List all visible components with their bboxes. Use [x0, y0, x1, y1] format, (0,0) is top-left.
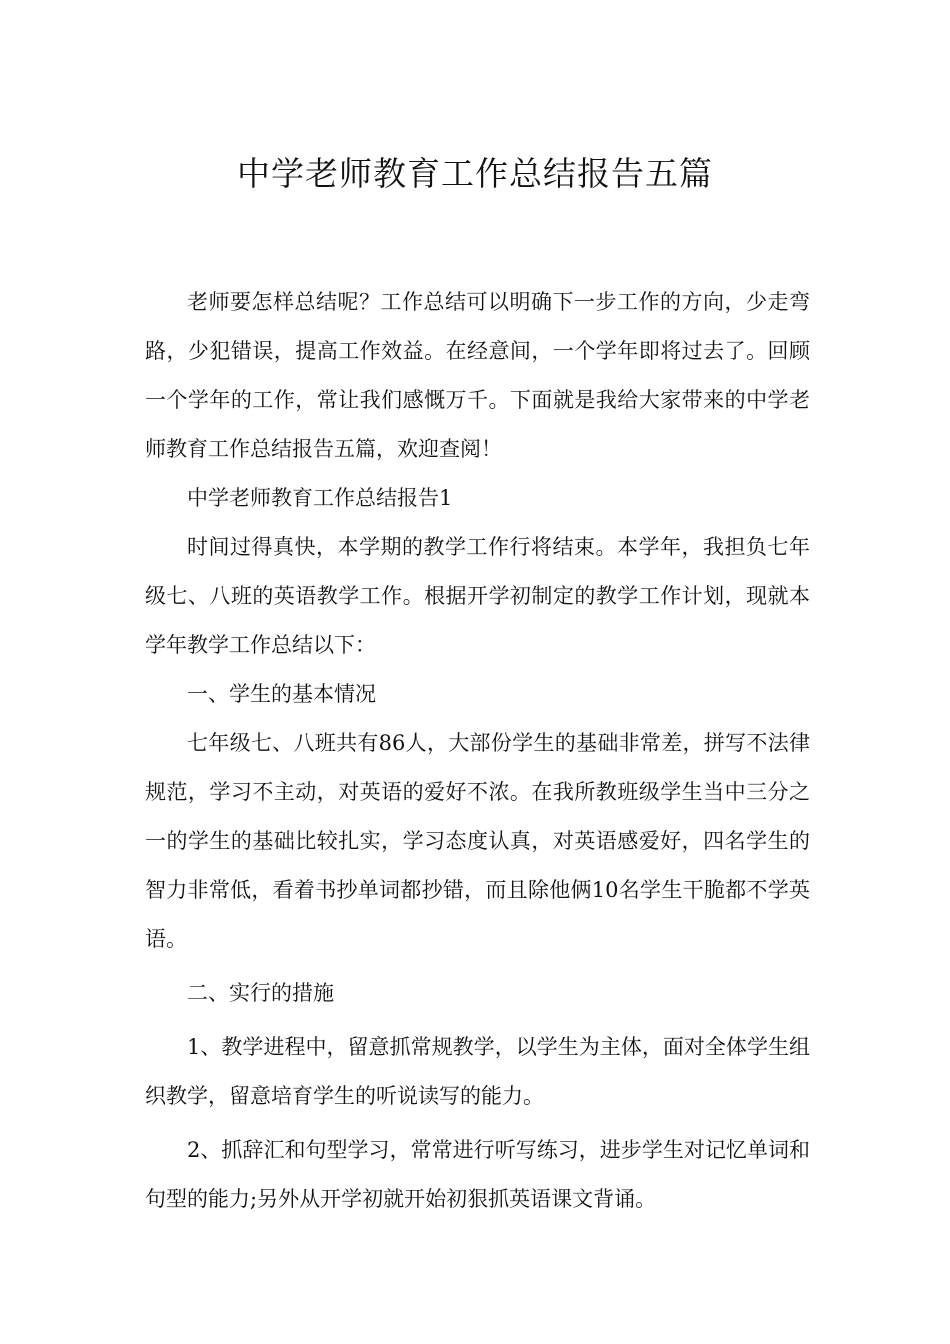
section-heading-students: 一、学生的基本情况 — [187, 682, 376, 706]
summary-paragraph: 时间过得真快，本学期的教学工作行将结束。本学年，我担负七年级七、八班的英语教学工作。根据开学初制定的教学工作计划，现就本学年教学工作总结以下： — [145, 535, 810, 657]
document-body — [145, 278, 810, 1224]
report-heading: 中学老师教育工作总结报告1 — [187, 486, 453, 510]
measure-paragraph-2: 2、抓辞汇和句型学习，常常进行听写练习，进步学生对记忆单词和句型的能力;另外从开学初就开始初狠抓英语课文背诵。 — [145, 1138, 810, 1211]
measure-paragraph-1: 1、教学进程中，留意抓常规教学，以学生为主体，面对全体学生组织教学，留意培育学生的听说读写的能力。 — [145, 1035, 810, 1108]
page-title: 中学老师教育工作总结报告五篇 — [237, 154, 713, 194]
intro-paragraph: 老师要怎样总结呢？工作总结可以明确下一步工作的方向，少走弯路，少犯错误，提高工作效益。在经意间，一个学年即将过去了。回顾一个学年的工作，常让我们感慨万千。下面就是我给大家带来的中学老师教育工作总结报告五篇，欢迎查阅！ — [145, 290, 810, 461]
section-heading-measures: 二、实行的措施 — [187, 981, 334, 1005]
students-paragraph: 七年级七、八班共有86人，大部份学生的基础非常差，拼写不法律规范，学习不主动，对英语的爱好不浓。在我所教班级学生当中三分之一的学生的基础比较扎实，学习态度认真，对英语感爱好，四名学生的智力非常低，看着书抄单词都抄错，而且除他俩10名学生干脆都不学英语。 — [145, 731, 810, 951]
